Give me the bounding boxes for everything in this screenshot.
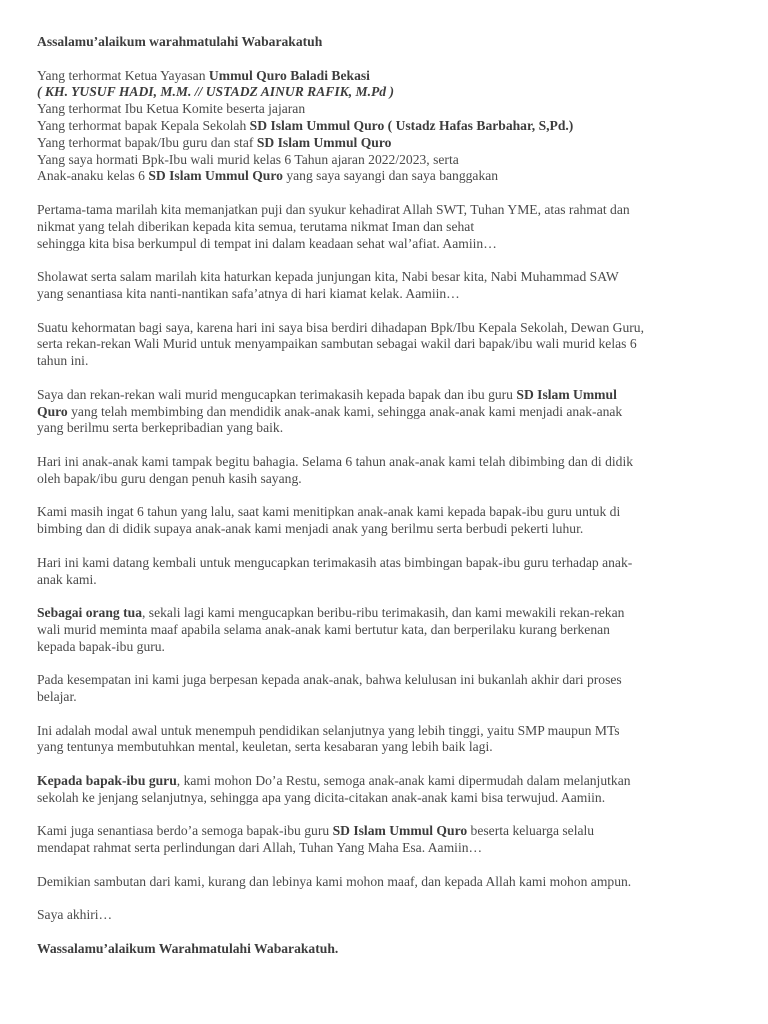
paragraph-line: mendapat rahmat serta perlindungan dari Allah, Tuhan Yang Maha Esa. Aamiin… (37, 840, 483, 856)
paragraph-line: Pertama-tama marilah kita memanjatkan puji dan syukur kehadirat Allah SWT, Tuhan YME, atas rahmat dan (37, 201, 630, 217)
document-page (37, 34, 737, 958)
paragraph (37, 504, 737, 538)
paragraph-line: nikmat yang telah diberikan kepada kita semua, terutama nikmat Iman dan sehat (37, 218, 475, 234)
paragraph (37, 823, 737, 857)
paragraph-line: Hari ini kami datang kembali untuk mengucapkan terimakasih atas bimbingan bapak-ibu guru terhadap anak- (37, 554, 633, 570)
salutation-line: ( KH. YUSUF HADI, M.M. // USTADZ AINUR RAFIK, M.Pd ) (37, 84, 395, 100)
paragraph (37, 202, 737, 252)
paragraph-line: Pada kesempatan ini kami juga berpesan kepada anak-anak, bahwa kelulusan ini bukanlah akhir dari proses (37, 672, 622, 688)
paragraph-line: Kami juga senantiasa berdo’a semoga bapak-ibu guru SD Islam Ummul Quro beserta keluarga selalu (37, 823, 595, 839)
greeting: Assalamu’alaikum warahmatulahi Wabarakatuh (37, 34, 323, 49)
paragraph (37, 269, 737, 303)
paragraph-line: Demikian sambutan dari kami, kurang dan lebinya kami mohon maaf, dan kepada Allah kami mohon ampun. (37, 873, 632, 889)
paragraph (37, 454, 737, 488)
paragraph-line: wali murid meminta maaf apabila selama anak-anak kami bertutur kata, dan berperilaku kurang berkenan (37, 621, 610, 637)
paragraph-line: Saya dan rekan-rekan wali murid mengucapkan terimakasih kepada bapak dan ibu guru SD Islam Ummul (37, 386, 617, 402)
salutation-line: Anak-anaku kelas 6 SD Islam Ummul Quro yang saya sayangi dan saya banggakan (37, 168, 499, 184)
salutation-line: Yang saya hormati Bpk-Ibu wali murid kelas 6 Tahun ajaran 2022/2023, serta (37, 151, 459, 167)
salutation-line: Yang terhormat bapak Kepala Sekolah SD Islam Ummul Quro ( Ustadz Hafas Barbahar, S,Pd.) (37, 117, 574, 133)
paragraph-line: oleh bapak/ibu guru dengan penuh kasih sayang. (37, 470, 302, 486)
paragraph-line: Kepada bapak-ibu guru, kami mohon Do’a Restu, semoga anak-anak kami dipermudah dalam melanjutkan (37, 773, 631, 789)
paragraph (37, 773, 737, 807)
paragraph-line: tahun ini. (37, 353, 89, 369)
paragraph-line: anak kami. (37, 571, 97, 587)
paragraph (37, 605, 737, 655)
paragraph (37, 874, 737, 891)
salutation-line: Yang terhormat Ketua Yayasan Ummul Quro Baladi Bekasi (37, 67, 370, 83)
closing: Wassalamu’alaikum Warahmatulahi Wabarakatuh. (37, 941, 339, 957)
paragraph-line: Hari ini anak-anak kami tampak begitu bahagia. Selama 6 tahun anak-anak kami telah dibimbing dan di didik (37, 453, 634, 469)
paragraph-line: yang tentunya membutuhkan mental, keuletan, serta kesabaran yang lebih baik lagi. (37, 739, 493, 755)
paragraph (37, 723, 737, 757)
paragraph-line: kepada bapak-ibu guru. (37, 638, 165, 654)
paragraph-line: Sholawat serta salam marilah kita haturkan kepada junjungan kita, Nabi besar kita, Nabi Muhammad SAW (37, 269, 619, 285)
paragraph-line: sehingga kita bisa berkumpul di tempat ini dalam keadaan sehat wal’afiat. Aamiin… (37, 235, 497, 251)
salutations (37, 68, 737, 186)
paragraph-line: Ini adalah modal awal untuk menempuh pendidikan selanjutnya yang lebih tinggi, yaitu SMP maupun MTs (37, 722, 620, 738)
paragraph-line: yang berilmu serta berkepribadian yang baik. (37, 420, 284, 436)
paragraph (37, 672, 737, 706)
salutation-line: Yang terhormat Ibu Ketua Komite beserta jajaran (37, 101, 306, 117)
paragraph-line: Saya akhiri… (37, 907, 113, 923)
salutation-line: Yang terhormat bapak/Ibu guru dan staf SD Islam Ummul Quro (37, 134, 392, 150)
paragraph-line: sekolah ke jenjang selanjutnya, sehingga apa yang dicita-citakan anak-anak kami bisa terwujud. Aamiin. (37, 789, 606, 805)
paragraph-line: Suatu kehormatan bagi saya, karena hari ini saya bisa berdiri dihadapan Bpk/Ibu Kepala Sekolah, Dewan Guru, (37, 319, 644, 335)
paragraph-line: yang senantiasa kita nanti-nantikan safa’atnya di hari kiamat kelak. Aamiin… (37, 285, 460, 301)
paragraph-line: Quro yang telah membimbing dan mendidik anak-anak kami, sehingga anak-anak kami menjadi anak-anak (37, 403, 623, 419)
paragraph-line: serta rekan-rekan Wali Murid untuk menyampaikan sambutan sebagai wakil dari bapak/ibu wali murid kelas 6 (37, 336, 637, 352)
paragraph-line: belajar. (37, 689, 77, 705)
paragraph (37, 387, 737, 437)
paragraph-line: Kami masih ingat 6 tahun yang lalu, saat kami menitipkan anak-anak kami kepada bapak-ibu guru untuk di (37, 504, 621, 520)
paragraph (37, 907, 737, 924)
paragraph (37, 320, 737, 370)
paragraph (37, 555, 737, 589)
paragraph-line: Sebagai orang tua, sekali lagi kami mengucapkan beribu-ribu terimakasih, dan kami mewakili rekan-rekan (37, 605, 625, 621)
paragraph-line: bimbing dan di didik supaya anak-anak kami menjadi anak yang berilmu serta berbudi pekerti luhur. (37, 521, 584, 537)
